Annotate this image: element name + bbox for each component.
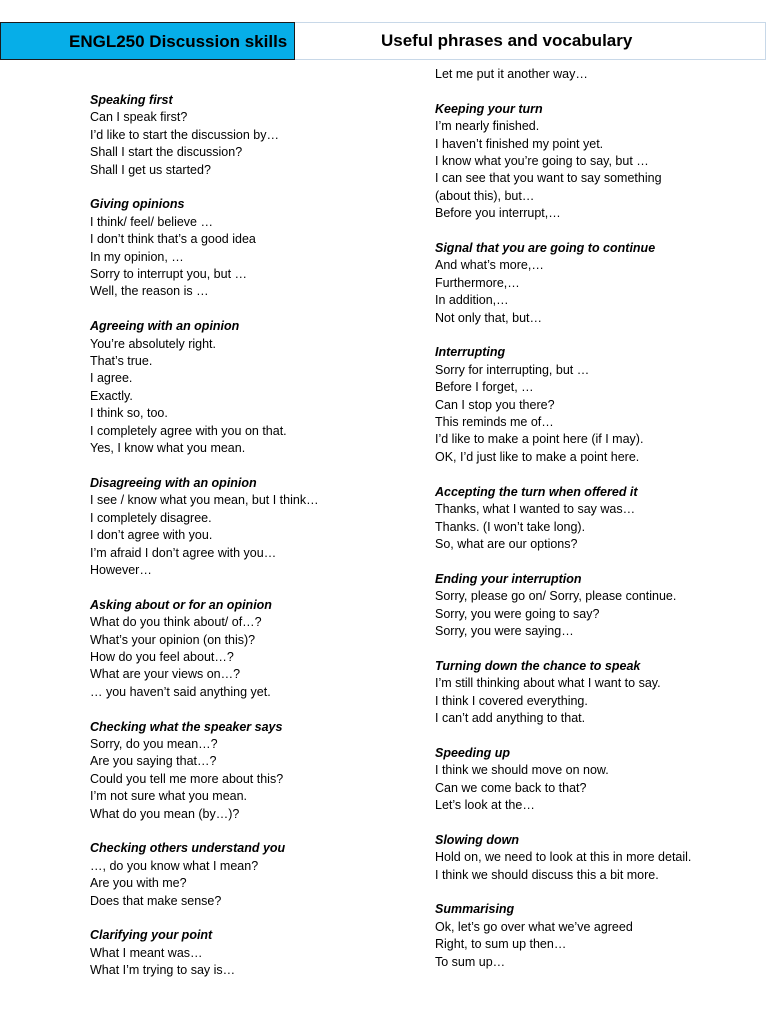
section-heading: Giving opinions [90, 197, 185, 212]
section-heading: Checking others understand you [90, 841, 286, 856]
phrase-item: I’d like to start the discussion by… [90, 127, 279, 142]
phrase-item: OK, I’d just like to make a point here. [435, 449, 640, 464]
phrase-item: Hold on, we need to look at this in more detail. [435, 850, 692, 865]
phrase-item: Let me put it another way… [435, 67, 588, 81]
phrase-item: I think I covered everything. [435, 693, 588, 708]
phrase-item: Yes, I know what you mean. [90, 441, 246, 456]
section-accepting-the-turn-when-offered-it [435, 484, 755, 554]
phrase-item: I don’t think that’s a good idea [90, 232, 256, 247]
section-heading: Signal that you are going to continue [435, 241, 656, 256]
phrase-item: Could you tell me more about this? [90, 771, 284, 786]
phrase-item: However… [90, 562, 152, 577]
phrase-item: Sorry for interrupting, but … [435, 362, 590, 377]
section-turning-down-the-chance-to-speak [435, 658, 755, 728]
phrase-item: That’s true. [90, 354, 153, 369]
section-signal-that-you-are-going-to-continue [435, 240, 755, 327]
phrase-item: Can I stop you there? [435, 397, 555, 412]
phrase-item: In my opinion, … [90, 249, 184, 264]
section-agreeing-with-an-opinion [90, 318, 390, 457]
phrase-item: And what’s more,… [435, 258, 544, 273]
phrase-item: I’m not sure what you mean. [90, 789, 248, 804]
section-heading: Clarifying your point [90, 928, 213, 943]
section-asking-about-or-for-an-opinion [90, 597, 390, 701]
section-keeping-your-turn [435, 101, 755, 223]
phrase-item: I think/ feel/ believe … [90, 214, 213, 229]
phrase-item: Can I speak first? [90, 110, 188, 125]
phrase-item: What I’m trying to say is… [90, 963, 236, 978]
phrase-item: You’re absolutely right. [90, 336, 217, 351]
section-ending-your-interruption [435, 571, 755, 641]
section-speaking-first [90, 92, 390, 179]
phrase-item: How do you feel about…? [90, 649, 234, 664]
section-interrupting [435, 344, 755, 466]
phrase-item: Sorry, you were saying… [435, 623, 574, 638]
phrase-item: I see / know what you mean, but I think… [90, 493, 319, 508]
phrase-item: Let’s look at the… [435, 797, 535, 812]
phrase-item: I completely agree with you on that. [90, 423, 287, 438]
phrase-item: …, do you know what I mean? [90, 858, 259, 873]
phrase-item: Thanks, what I wanted to say was… [435, 502, 636, 517]
section-checking-what-the-speaker-says [90, 719, 390, 823]
phrase-item: Sorry, you were going to say? [435, 606, 600, 621]
section-heading: Keeping your turn [435, 101, 543, 116]
phrase-item: I’m nearly finished. [435, 119, 540, 134]
phrase-item: I think we should discuss this a bit more. [435, 867, 659, 882]
section-heading: Disagreeing with an opinion [90, 475, 257, 490]
phrase-item: Sorry, do you mean…? [90, 736, 218, 751]
phrase-item: Does that make sense? [90, 893, 222, 908]
phrase-item: Sorry to interrupt you, but … [90, 267, 248, 282]
section-heading: Agreeing with an opinion [90, 319, 240, 334]
phrase-item: Thanks. (I won’t take long). [435, 519, 586, 534]
phrase-item: Furthermore,… [435, 275, 520, 290]
phrase-item: This reminds me of… [435, 415, 554, 430]
phrase-item: In addition,… [435, 293, 509, 308]
phrase-item: What do you think about/ of…? [90, 615, 262, 630]
phrase-item: I don’t agree with you. [90, 528, 213, 543]
section-heading: Asking about or for an opinion [90, 597, 272, 612]
phrase-item: (about this), but… [435, 188, 535, 203]
phrase-item: I’d like to make a point here (if I may). [435, 432, 644, 447]
phrase-item: Well, the reason is … [90, 284, 209, 299]
section-heading: Speaking first [90, 93, 173, 107]
section-heading: Accepting the turn when offered it [435, 484, 638, 499]
phrase-item: Right, to sum up then… [435, 937, 567, 952]
section-heading: Ending your interruption [435, 571, 582, 586]
phrase-item: Exactly. [90, 388, 133, 403]
phrase-item: So, what are our options? [435, 536, 578, 551]
section-clarifying-your-point [90, 927, 390, 979]
course-title: ENGL250 Discussion skills [0, 22, 295, 60]
phrase-item: I haven’t finished my point yet. [435, 136, 604, 151]
phrase-item: Before I forget, … [435, 380, 534, 395]
phrase-item: I can see that you want to say something [435, 171, 662, 186]
left-column [90, 92, 390, 997]
phrase-item: Shall I get us started? [90, 162, 211, 177]
section-speeding-up [435, 745, 755, 815]
phrase-item: What I meant was… [90, 945, 203, 960]
phrase-item: What’s your opinion (on this)? [90, 632, 256, 647]
right-column [435, 66, 755, 988]
page-title: Useful phrases and vocabulary [295, 22, 766, 60]
section-heading: Interrupting [435, 345, 506, 360]
section-disagreeing-with-an-opinion [90, 475, 390, 579]
phrase-item: Not only that, but… [435, 310, 543, 325]
phrase-item: What do you mean (by…)? [90, 806, 240, 821]
phrase-item: I think we should move on now. [435, 763, 609, 778]
section-heading: Speeding up [435, 745, 510, 760]
phrase-item: I think so, too. [90, 406, 168, 421]
phrase-item: I’m still thinking about what I want to say. [435, 676, 661, 691]
phrase-item: Are you saying that…? [90, 754, 217, 769]
phrase-item: I’m afraid I don’t agree with you… [90, 545, 277, 560]
phrase-item: I know what you’re going to say, but … [435, 154, 649, 169]
phrase-item: Ok, let’s go over what we’ve agreed [435, 919, 633, 934]
phrase-item: I agree. [90, 371, 133, 386]
phrase-item: What are your views on…? [90, 667, 241, 682]
phrase-item: I completely disagree. [90, 510, 212, 525]
phrase-item: Are you with me? [90, 876, 187, 891]
section-heading: Turning down the chance to speak [435, 658, 641, 673]
section-continued [435, 66, 755, 83]
phrase-item: … you haven’t said anything yet. [90, 684, 271, 699]
phrase-item: To sum up… [435, 954, 506, 969]
phrase-item: Before you interrupt,… [435, 206, 561, 221]
phrase-item: I can’t add anything to that. [435, 710, 586, 725]
section-heading: Summarising [435, 902, 515, 917]
section-heading: Checking what the speaker says [90, 719, 283, 734]
section-summarising [435, 901, 755, 971]
section-slowing-down [435, 832, 755, 884]
section-heading: Slowing down [435, 832, 520, 847]
phrase-item: Sorry, please go on/ Sorry, please continue. [435, 589, 677, 604]
section-giving-opinions [90, 196, 390, 300]
section-checking-others-understand-you [90, 840, 390, 910]
phrase-item: Can we come back to that? [435, 780, 587, 795]
phrase-item: Shall I start the discussion? [90, 145, 243, 160]
document-header [0, 22, 768, 62]
